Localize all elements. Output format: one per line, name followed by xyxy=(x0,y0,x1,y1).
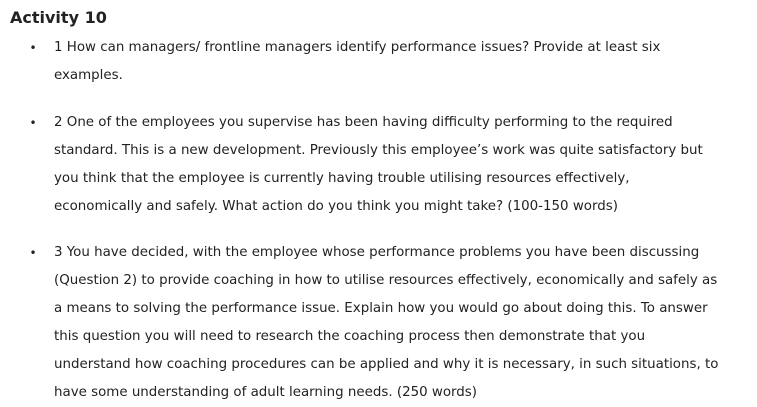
text-line: examples. xyxy=(54,68,123,83)
bullet-icon: • xyxy=(29,41,37,55)
page-title: Activity 10 xyxy=(10,8,107,27)
text-line: (Question 2) to provide coaching in how to utilise resources effectively, economically and safely as xyxy=(54,273,718,288)
text-line: 3 You have decided, with the employee whose performance problems you have been discussing xyxy=(54,245,700,260)
bullet-icon: • xyxy=(29,116,37,130)
text-line: have some understanding of adult learning needs. (250 words) xyxy=(54,385,477,400)
question-text xyxy=(54,34,744,90)
text-line: understand how coaching procedures can be applied and why it is necessary, in such situations, to xyxy=(54,357,719,372)
text-line: a means to solving the performance issue. Explain how you would go about doing this. To answer xyxy=(54,301,708,316)
question-text xyxy=(54,239,744,407)
text-line: 1 How can managers/ frontline managers identify performance issues? Provide at least six xyxy=(54,40,661,55)
question-text xyxy=(54,109,744,221)
text-line: you think that the employee is currently having trouble utilising resources effectively, xyxy=(54,171,630,186)
bullet-icon: • xyxy=(29,246,37,260)
text-line: this question you will need to research the coaching process then demonstrate that you xyxy=(54,329,646,344)
text-line: standard. This is a new development. Previously this employee’s work was quite satisfactory but xyxy=(54,143,703,158)
text-line: 2 One of the employees you supervise has been having difficulty performing to the required xyxy=(54,115,673,130)
text-line: economically and safely. What action do you think you might take? (100-150 words) xyxy=(54,199,618,214)
